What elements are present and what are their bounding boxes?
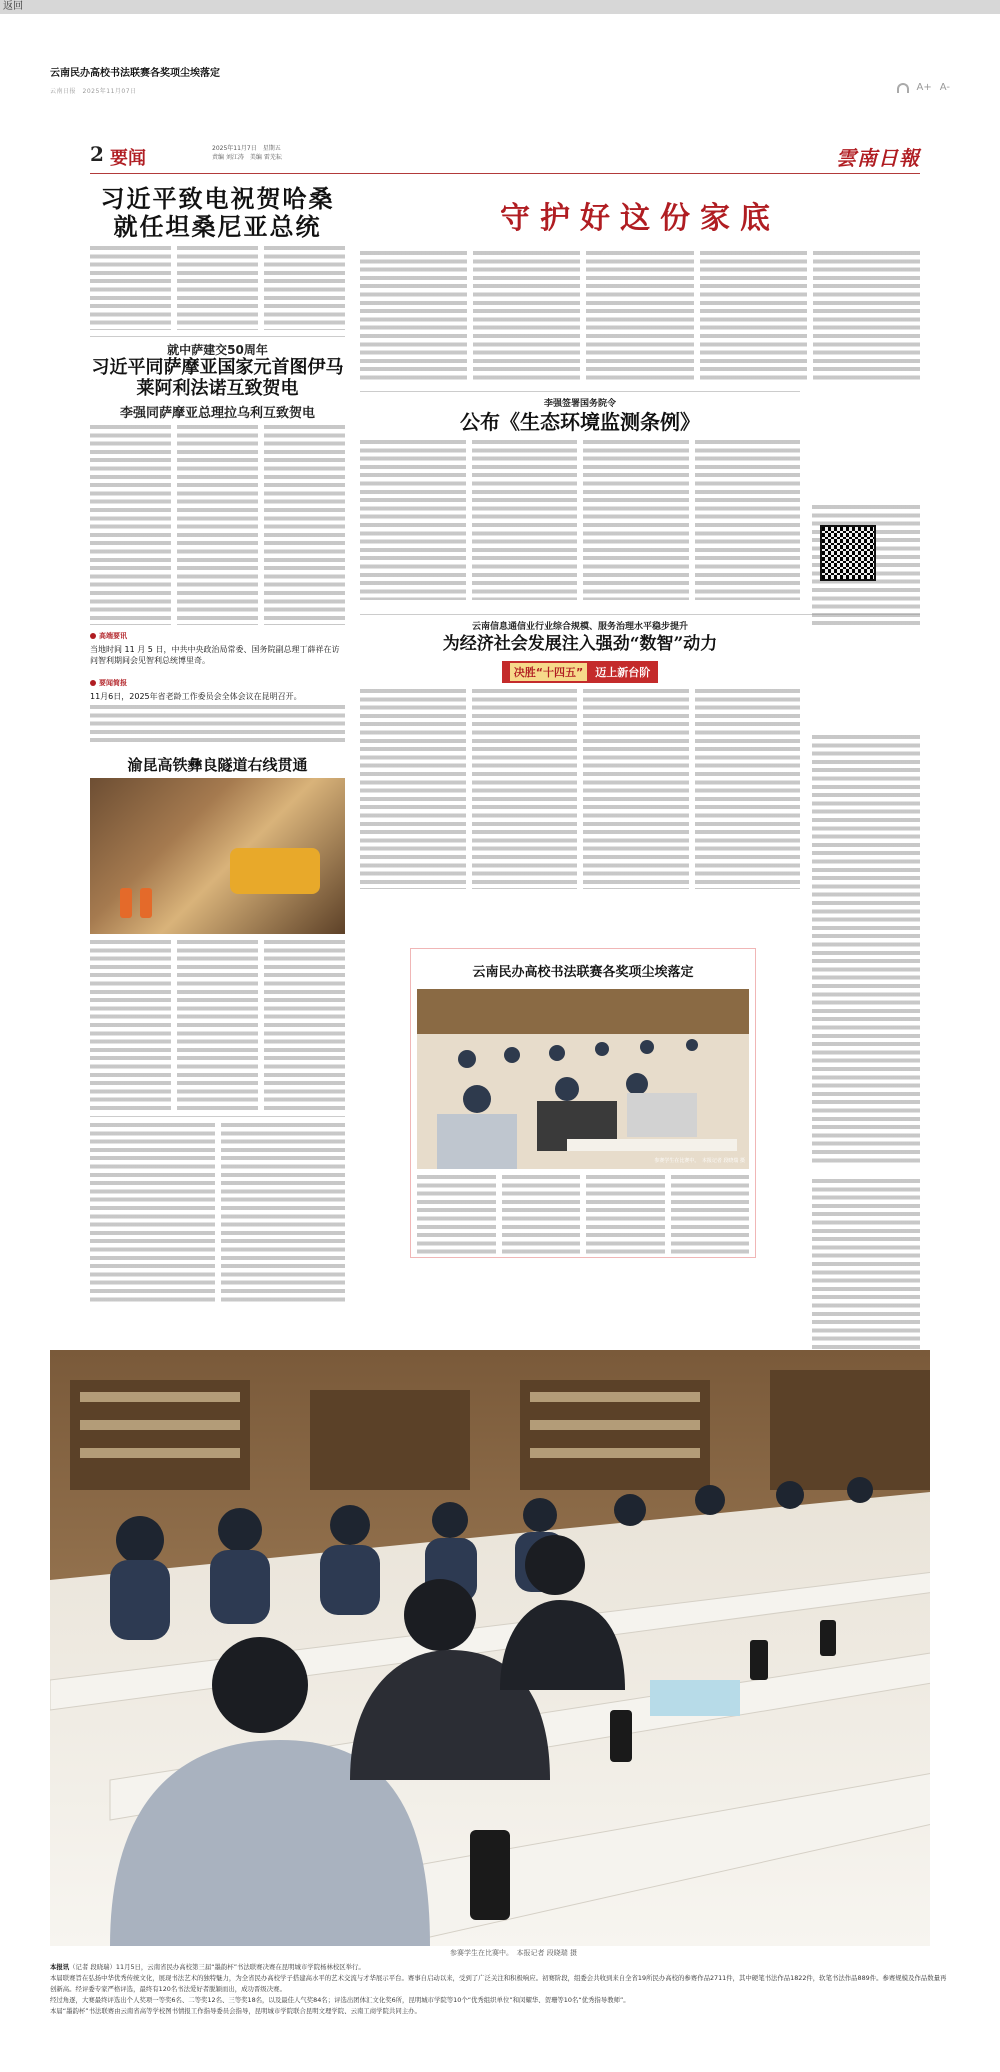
section-name: 要闻 [110,148,146,169]
article-body [90,425,345,625]
article-body [417,1175,749,1255]
worker-shape [120,888,132,918]
article-body [90,246,345,330]
article-body [90,705,345,745]
left-column [90,185,345,1303]
footnote-line-1: （记者 段晓瑞）11月5日，云南省民办高校第三届“墨韵杯”书法联赛决赛在昆明城市学院杨林校区举行。 [69,1963,365,1971]
photo-caption: 参赛学生在比赛中。 本报记者 段晓瑞 摄 [450,1949,577,1957]
featured-article-box[interactable] [410,948,756,1258]
newspaper-logo: 雲南日報 [836,146,920,170]
divider [90,336,345,337]
divider [90,1116,345,1117]
banner-left: 决胜“十四五” [510,663,587,681]
newspaper-page [50,130,950,1340]
subhead-samoa: 李强同萨摩亚总理拉乌利互致贺电 [119,405,315,421]
date-line-2: 责编 刘江涛 美编 雷芜耘 [212,154,282,161]
railway-photo[interactable] [90,778,345,934]
footnote-line-3: 经过角逐，大赛最终评选出个人奖项一等奖6名、二等奖12名、三等奖18名，以及最佳人气奖84名；评选出团体汇文化奖6所，昆明城市学院等10个“优秀组织单位”和闵耀华、贺珊等10名“优秀指导教师”。 [50,1996,630,2004]
article-footnote [50,1962,950,2017]
article-body [360,251,920,381]
font-decrease-button[interactable]: A- [939,82,950,93]
back-link[interactable]: 返回 [3,1,23,12]
calligraphy-photo-thumb[interactable] [417,989,749,1169]
headline-xi-samoa[interactable]: 习近平同萨摩亚国家元首图伊马莱阿利法诺互致贺电 [91,357,344,399]
bullet-icon [90,680,96,686]
headline-law[interactable]: 公布《生态环境监测条例》 [460,410,700,434]
kicker-law: 李强签署国务院令 [543,399,616,409]
headline-railway[interactable]: 渝昆高铁彝良隧道右线贯通 [127,755,308,774]
campaign-banner [502,661,658,683]
top-bar [0,0,1000,14]
document-meta: 云南日报 2025年11月07日 [50,88,137,95]
featured-title[interactable]: 云南民办高校书法联赛各奖项尘埃落定 [472,965,694,980]
page-number: 2 [90,142,104,166]
headline-xi-tanzania[interactable]: 习近平致电祝贺哈桑就任坦桑尼亚总统 [100,184,335,241]
article-body [90,1123,345,1303]
headline-digital[interactable]: 为经济社会发展注入强劲“数智”动力 [442,634,718,654]
date-line-1: 2025年11月7日 星期五 [212,145,281,152]
lead-label: 本报讯 [50,1963,70,1971]
banner-right: 迈上新台阶 [595,665,651,679]
page-date [212,144,282,162]
qr-code[interactable] [820,525,876,581]
footnote-line-4: 本届“墨韵杯”书法联赛由云南省高等学校图书情报工作指导委员会指导，昆明城市学院联合昆明文理学院、云南工商学院共同主办。 [50,2007,421,2015]
kicker-samoa: 就中萨建交50周年 [167,343,268,358]
masthead [90,142,920,174]
bullet-icon [90,633,96,639]
calligraphy-competition-photo[interactable] [50,1350,950,1946]
headphone-icon[interactable] [897,83,909,93]
article-body [360,440,800,600]
featured-caption: 参赛学生在比赛中。 本报记者 段晓瑞 摄 [654,1158,745,1164]
section-tag-briefs: 要闻简报 [90,678,345,688]
divider [360,391,800,392]
font-increase-button[interactable]: A+ [916,82,932,93]
footnote-line-2: 本届联赛旨在弘扬中华优秀传统文化，展现书法艺术的独特魅力，为全省民办高校学子搭建高水平的艺术交流与才华展示平台。赛事自启动以来，受到了广泛关注和积极响应。初赛阶段，组委会共收到来自全省19所民办高校的参赛作品2711件，其中硬笔书法作品1822件，软笔书法作品889件。参赛规模及作品数量再创新高。经评委专家严格评选，最终有120名书法爱好者脱颖而出，成功晋级决赛。 [50,1974,947,1993]
worker-shape [140,888,152,918]
section-tag-highlights: 高端要讯 [90,631,345,641]
kicker-digital: 云南信息通信业行业综合规模、服务治理水平稳步提升 [471,622,688,632]
news-brief-1[interactable]: 当地时间 11 月 5 日，中共中央政治局常委、国务院副总理丁薛祥在访问智利期间会见智利总统博里奇。 [90,644,340,665]
article-body [360,689,800,889]
news-brief-2[interactable]: 11月6日，2025年省老龄工作委员会全体会议在昆明召开。 [90,691,302,701]
excavator-shape [230,848,320,894]
reader-tools [897,82,950,93]
document-title: 云南民办高校书法联赛各奖项尘埃落定 [50,68,220,79]
article-body [90,940,345,1110]
headline-guard[interactable]: 守护好这份家底 [500,201,780,236]
